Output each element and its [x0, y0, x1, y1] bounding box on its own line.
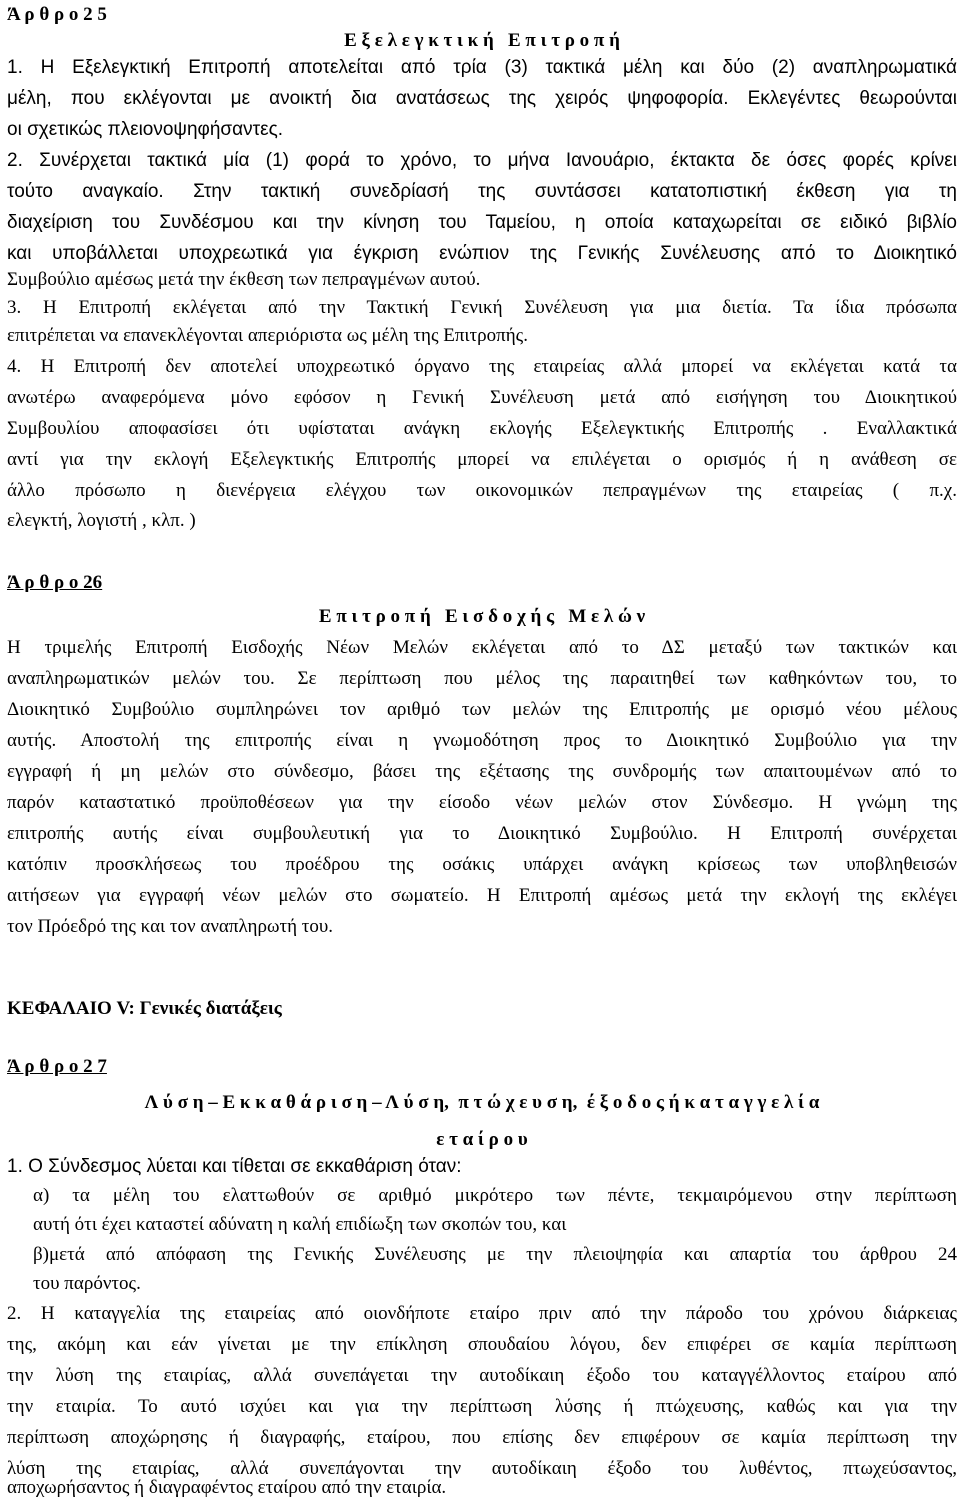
article-27-title: Λ ύ σ η – Ε κ κ α θ ά ρ ι σ η – Λ ύ σ η, π τ ώ χ ε υ σ η, έ ξ ο δ ο ς ή κ α τ α γ γ ε λ ί α — [144, 1092, 820, 1113]
article-25-line: 1. Η Εξελεγκτική Επιτροπή αποτελείται από τρία (3) τακτικά μέλη και δύο (2) αναπληρωματικά — [7, 57, 957, 78]
article-26-line: Η τριμελής Επιτροπή Εισδοχής Νέων Μελών εκλέγεται από το ΔΣ μεταξύ των τακτικών και — [7, 637, 957, 658]
article-25-line: τούτο αναγκαίο. Στην τακτική συνεδρίασή της συντάσσει κατατοπιστική έκθεση για τη — [7, 181, 957, 202]
article-25-line: μέλη, που εκλέγονται με ανοικτή δια ανατάσεως της χειρός ψηφοφορία. Εκλεγέντες θεωρούνται — [7, 88, 957, 109]
article-27-line: αυτή ότι έχει καταστεί αδύνατη η καλή επιδίωξη των σκοπών του, και — [33, 1214, 567, 1235]
article-27-title-continued: ε τ α ί ρ ο υ — [436, 1129, 528, 1150]
article-25-line: Συμβούλιο αμέσως μετά την έκθεση των πεπραγμένων αυτού. — [7, 269, 481, 290]
article-26-line: αυτής. Αποστολή της επιτροπής είναι η γνωμοδότηση προς το Διοικητικό Συμβούλιο για την — [7, 730, 957, 751]
article-26-line: κατόπιν προσκλήσεως του προέδρου της οσάκις υπάρχει ανάγκη κρίσεως των υποβληθεισών — [7, 854, 957, 875]
article-27-line: την εταιρία. Το αυτό ισχύει και για την περίπτωση λύσης ή πτώχευσης, καθώς και για την — [7, 1396, 957, 1417]
article-25-line: επιτρέπεται να επανεκλέγονται απεριόριστα ως μέλη της Επιτροπής. — [7, 325, 528, 346]
article-25-line: αντί για την εκλογή Εξελεγκτικής Επιτροπής μπορεί να επιλέγεται ο ορισμός ή η ανάθεση σε — [7, 449, 957, 470]
article-27-heading: Ά ρ θ ρ ο 2 7 — [7, 1056, 107, 1077]
article-26-title: Ε π ι τ ρ ο π ή Ε ι σ δ ο χ ή ς Μ ε λ ώ ν — [318, 606, 646, 627]
article-25-line: 4. Η Επιτροπή δεν αποτελεί υποχρεωτικό όργανο της εταιρείας αλλά μπορεί να εκλέγεται κατά τα — [7, 356, 957, 377]
article-25-line: 2. Συνέρχεται τακτικά μία (1) φορά το χρόνο, το μήνα Ιανουάριο, έκτακτα δε όσες φορές κρίνει — [7, 150, 957, 171]
article-25-line: οι σχετικώς πλειονοψηφήσαντες. — [7, 119, 284, 140]
article-26-line: παρόν καταστατικό προϋποθέσεων για την είσοδο νέων μελών στον Σύνδεσμο. Η γνώμη της — [7, 792, 957, 813]
article-27-line: περίπτωση αποχώρησης ή διαγραφής, εταίρου, που επίσης δεν επιφέρουν σε καμία περίπτωση την — [7, 1427, 957, 1448]
article-25-line: άλλο πρόσωπο η διενέργεια ελέγχου των οικονομικών πεπραγμένων της εταιρείας ( π.χ. — [7, 480, 957, 501]
article-26-line: εγγραφή ή μη μελών στο σύνδεσμο, βάσει της εξέτασης της συνδρομής των απαιτουμένων από το — [7, 761, 957, 782]
article-25-line: ανωτέρω αναφερόμενα μόνο εφόσον η Γενική Συνέλευση μετά από εισήγηση του Διοικητικού — [7, 387, 957, 408]
article-27-line: την λύση της εταιρίας, αλλά συνεπάγεται την αυτοδίκαιη έξοδο του καταγγέλλοντος εταίρου από — [7, 1365, 957, 1386]
article-26-heading: Ά ρ θ ρ ο 26 — [7, 572, 103, 593]
article-26-line: τον Πρόεδρό της και τον αναπληρωτή του. — [7, 916, 334, 937]
article-27-line: β)μετά από απόφαση της Γενικής Συνέλευσης με την πλειοψηφία και απαρτία του άρθρου 24 — [33, 1244, 957, 1265]
article-26-line: Διοικητικό Συμβούλιο συμπληρώνει τον αριθμό των μελών της Επιτροπής με ορισμό νέου μέλους — [7, 699, 957, 720]
article-25-line: διαχείριση του Συνδέσμου και την κίνηση του Ταμείου, η οποία καταχωρείται σε ειδικό βιβλίο — [7, 212, 957, 233]
chapter-heading: ΚΕΦΑΛΑΙΟ V: Γενικές διατάξεις — [7, 998, 282, 1019]
article-26-line: αναπληρωματικών μελών του. Σε περίπτωση που μέλος της παραιτηθεί των καθηκόντων του, το — [7, 668, 957, 689]
article-26-line: αιτήσεων για εγγραφή νέων μελών στο σωματείο. Η Επιτροπή αμέσως μετά την εκλογή της εκλέγει — [7, 885, 957, 906]
article-27-line: της, ακόμη και εάν γίνεται με την επίκληση σπουδαίου λόγου, δεν επιφέρει σε καμία περίπτωση — [7, 1334, 957, 1355]
article-25-line: 3. Η Επιτροπή εκλέγεται από την Τακτική Γενική Συνέλευση για μια διετία. Τα ίδια πρόσωπα — [7, 297, 957, 318]
article-27-line: λύση της εταιρίας, αλλά συνεπάγονται την αυτοδίκαιη έξοδο του λυθέντος, πτωχεύσαντος, — [7, 1458, 957, 1479]
article-26-line: επιτροπής αυτής είναι συμβουλευτική για το Διοικητικό Συμβούλιο. Η Επιτροπή συνέρχεται — [7, 823, 957, 844]
article-25-line: Συμβουλίου αποφασίσει ότι υφίσταται ανάγκη εκλογής Εξελεγκτικής Επιτροπής . Εναλλακτικά — [7, 418, 957, 439]
article-27-line: αποχωρήσαντος ή διαγραφέντος εταίρου από την εταιρία. — [7, 1477, 447, 1498]
article-27-line: 2. Η καταγγελία της εταιρείας από οιονδήποτε εταίρο πριν από την πάροδο του χρόνου διάρκειας — [7, 1303, 957, 1324]
article-25-line: και υποβάλλεται υποχρεωτικά για έγκριση ενώπιον της Γενικής Συνέλευσης από το Διοικητικό — [7, 243, 957, 264]
article-27-line: α) τα μέλη του ελαττωθούν σε αριθμό μικρότερο των πέντε, τεκμαιρόμενου στην περίπτωση — [33, 1185, 957, 1206]
article-27-line: του παρόντος. — [33, 1273, 141, 1294]
article-25-heading: Ά ρ θ ρ ο 2 5 — [7, 4, 107, 25]
article-25-line: ελεγκτή, λογιστή , κλπ. ) — [7, 510, 196, 531]
article-27-line: 1. Ο Σύνδεσμος λύεται και τίθεται σε εκκαθάριση όταν: — [7, 1156, 462, 1177]
article-25-title: Ε ξ ε λ ε γ κ τ ι κ ή Ε π ι τ ρ ο π ή — [344, 30, 620, 51]
